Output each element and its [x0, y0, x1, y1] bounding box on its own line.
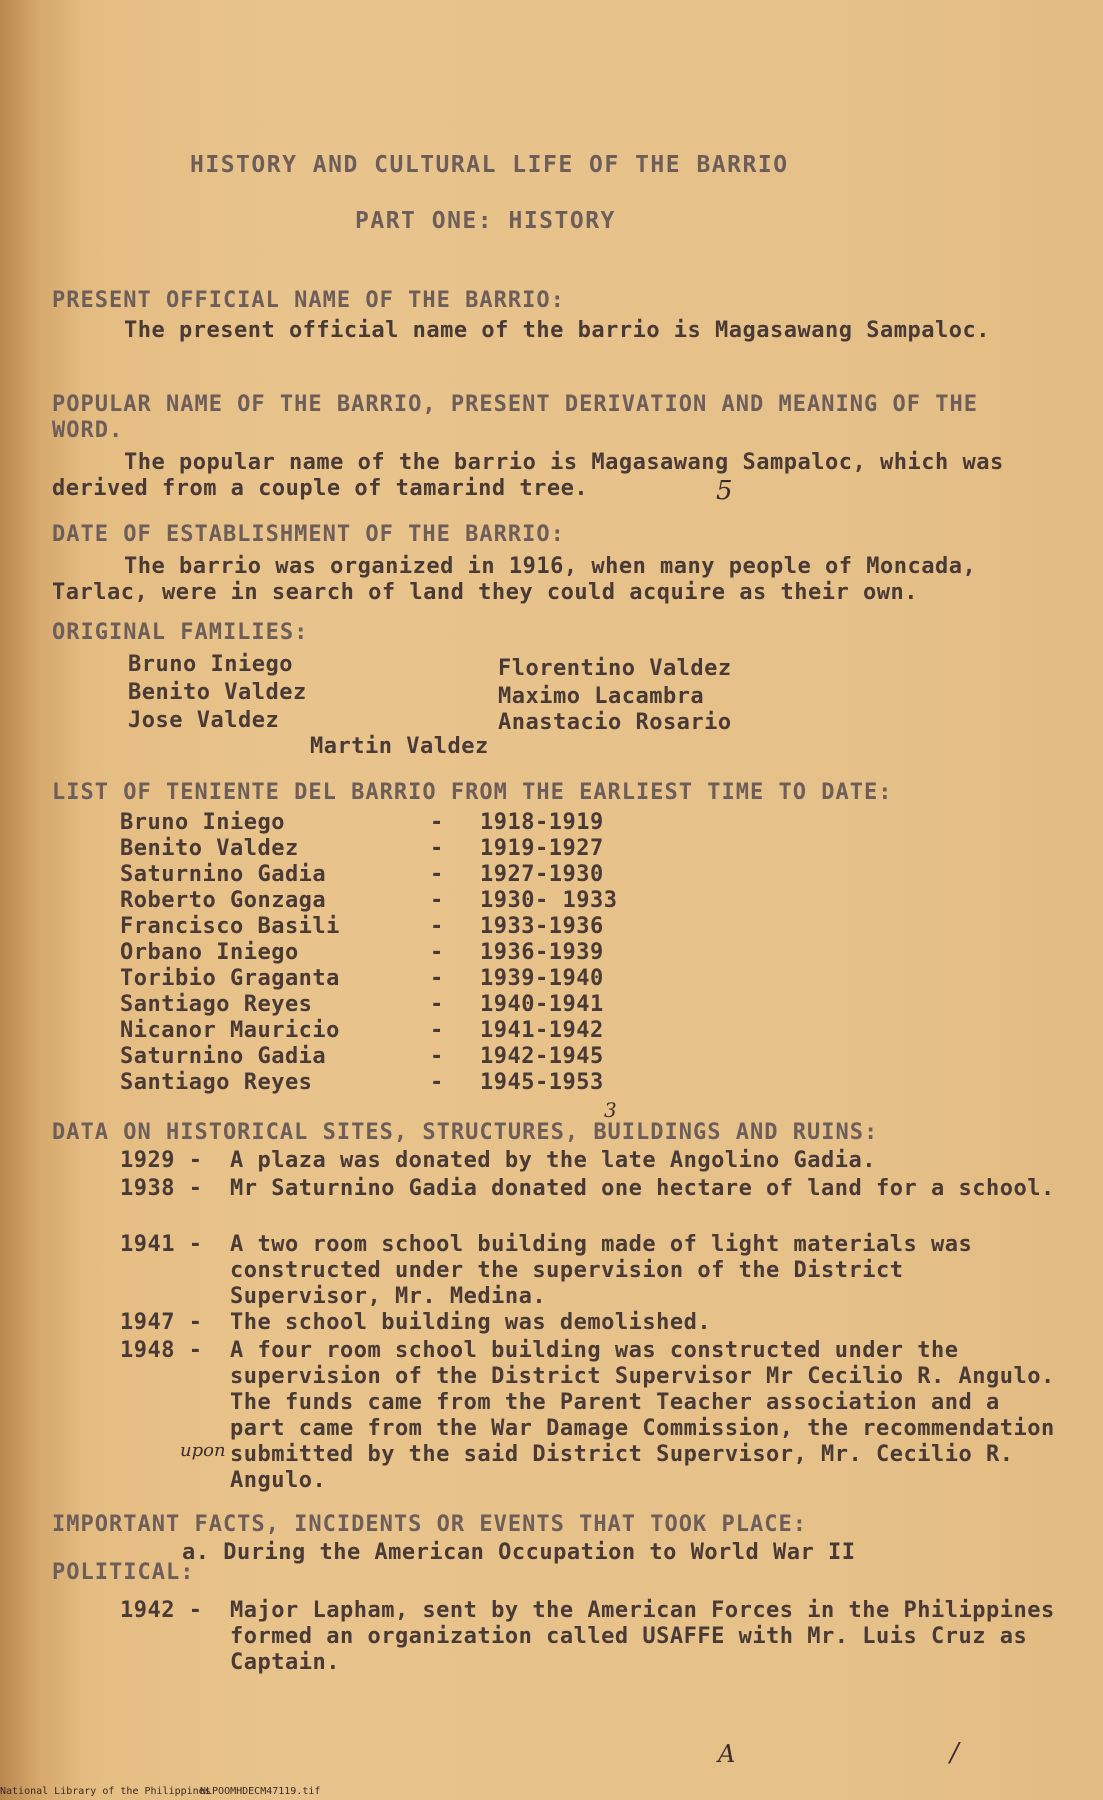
section-heading-tenientes: LIST OF TENIENTE DEL BARRIO FROM THE EARLIEST TIME TO DATE: — [52, 780, 893, 805]
teniente-row — [120, 940, 680, 966]
teniente-name: Nicanor Mauricio — [120, 1018, 340, 1043]
teniente-name: Orbano Iniego — [120, 940, 299, 965]
teniente-row — [120, 888, 680, 914]
handwritten-insert-upon: upon — [180, 1440, 226, 1461]
teniente-name: Roberto Gonzaga — [120, 888, 327, 913]
historical-site-text: A four room school building was constructed under the supervision of the District Supervisor Mr Cecilio R. Angulo. The funds came from the Parent Teacher association and a part came from the War Damage Commission, the recommendation submitted by the said District Supervisor, Mr. Cecilio R. Angulo. — [230, 1338, 1055, 1493]
historical-site-year: 1947 - — [120, 1310, 203, 1335]
section-heading-popular-name: POPULAR NAME OF THE BARRIO, PRESENT DERIVATION AND MEANING OF THE WORD. — [52, 392, 978, 443]
event-year: 1942 - — [120, 1598, 203, 1623]
historical-site-text: Mr Saturnino Gadia donated one hectare of land for a school. — [230, 1176, 1055, 1201]
teniente-name: Benito Valdez — [120, 836, 299, 861]
section-body-official-name: The present official name of the barrio is Magasawang Sampaloc. — [124, 318, 990, 343]
teniente-row — [120, 810, 680, 836]
events-category-political: POLITICAL: — [52, 1560, 195, 1585]
teniente-row — [120, 914, 680, 940]
teniente-dash: - — [430, 1044, 444, 1069]
teniente-dash: - — [430, 1018, 444, 1043]
section-heading-historical-sites: DATA ON HISTORICAL SITES, STRUCTURES, BUILDINGS AND RUINS: — [52, 1120, 879, 1145]
teniente-name: Toribio Graganta — [120, 966, 340, 991]
teniente-row — [120, 862, 680, 888]
teniente-row — [120, 836, 680, 862]
teniente-dash: - — [430, 810, 444, 835]
teniente-name: Santiago Reyes — [120, 992, 313, 1017]
teniente-years: 1939-1940 — [480, 966, 604, 991]
family-name: Martin Valdez — [310, 734, 489, 759]
teniente-row — [120, 992, 680, 1018]
family-name: Bruno Iniego — [128, 652, 293, 677]
teniente-years: 1936-1939 — [480, 940, 604, 965]
teniente-name: Saturnino Gadia — [120, 862, 327, 887]
section-heading-original-families: ORIGINAL FAMILIES: — [52, 620, 309, 645]
page-subtitle: PART ONE: HISTORY — [355, 208, 616, 234]
section-heading-events: IMPORTANT FACTS, INCIDENTS OR EVENTS THAT TOOK PLACE: — [52, 1512, 807, 1537]
teniente-dash: - — [430, 992, 444, 1017]
historical-site-year: 1938 - — [120, 1176, 203, 1201]
teniente-name: Francisco Basili — [120, 914, 340, 939]
teniente-dash: - — [430, 836, 444, 861]
family-name: Jose Valdez — [128, 708, 280, 733]
handwritten-mark-slash: / — [950, 1738, 959, 1768]
teniente-dash: - — [430, 888, 444, 913]
historical-site-year: 1941 - — [120, 1232, 203, 1257]
historical-site-text: A plaza was donated by the late Angolino Gadia. — [230, 1148, 877, 1173]
teniente-years: 1919-1927 — [480, 836, 604, 861]
teniente-row — [120, 966, 680, 992]
handwritten-mark-3: 3 — [604, 1098, 617, 1122]
footer-file-id: NLPOOMHDECM47119.tif — [200, 1786, 321, 1797]
historical-site-year: 1929 - — [120, 1148, 203, 1173]
teniente-years: 1918-1919 — [480, 810, 604, 835]
section-heading-establishment: DATE OF ESTABLISHMENT OF THE BARRIO: — [52, 522, 565, 547]
family-name: Anastacio Rosario — [498, 710, 732, 735]
page-title: HISTORY AND CULTURAL LIFE OF THE BARRIO — [190, 152, 789, 178]
teniente-years: 1927-1930 — [480, 862, 604, 887]
family-name: Maximo Lacambra — [498, 684, 705, 709]
teniente-name: Saturnino Gadia — [120, 1044, 327, 1069]
teniente-years: 1945-1953 — [480, 1070, 604, 1095]
historical-site-text: The school building was demolished. — [230, 1310, 712, 1335]
section-body-establishment: The barrio was organized in 1916, when many people of Moncada, Tarlac, were in search of land they could acquire as their own. — [52, 554, 977, 605]
teniente-dash: - — [430, 862, 444, 887]
family-name: Benito Valdez — [128, 680, 307, 705]
teniente-years: 1930- 1933 — [480, 888, 618, 913]
teniente-dash: - — [430, 940, 444, 965]
teniente-dash: - — [430, 1070, 444, 1095]
teniente-dash: - — [430, 966, 444, 991]
teniente-dash: - — [430, 914, 444, 939]
historical-site-text: A two room school building made of light materials was constructed under the supervision of the District Supervisor, Mr. Medina. — [230, 1232, 973, 1309]
teniente-years: 1940-1941 — [480, 992, 604, 1017]
historical-site-year: 1948 - — [120, 1338, 203, 1363]
event-text: Major Lapham, sent by the American Forces in the Philippines formed an organization called USAFFE with Mr. Luis Cruz as Captain. — [230, 1598, 1055, 1675]
teniente-years: 1941-1942 — [480, 1018, 604, 1043]
teniente-row — [120, 1070, 680, 1096]
handwritten-mark-a: A — [718, 1740, 736, 1768]
teniente-name: Bruno Iniego — [120, 810, 285, 835]
handwritten-mark-5: 5 — [716, 476, 733, 506]
section-body-popular-name: The popular name of the barrio is Magasawang Sampaloc, which was derived from a couple of tamarind tree. — [52, 450, 1004, 501]
teniente-row — [120, 1044, 680, 1070]
teniente-name: Santiago Reyes — [120, 1070, 313, 1095]
events-subheading: a. During the American Occupation to World War II — [182, 1540, 856, 1565]
footer-library: National Library of the Philippines — [0, 1786, 211, 1797]
teniente-years: 1933-1936 — [480, 914, 604, 939]
section-heading-official-name: PRESENT OFFICIAL NAME OF THE BARRIO: — [52, 288, 565, 313]
teniente-years: 1942-1945 — [480, 1044, 604, 1069]
family-name: Florentino Valdez — [498, 656, 732, 681]
teniente-row — [120, 1018, 680, 1044]
